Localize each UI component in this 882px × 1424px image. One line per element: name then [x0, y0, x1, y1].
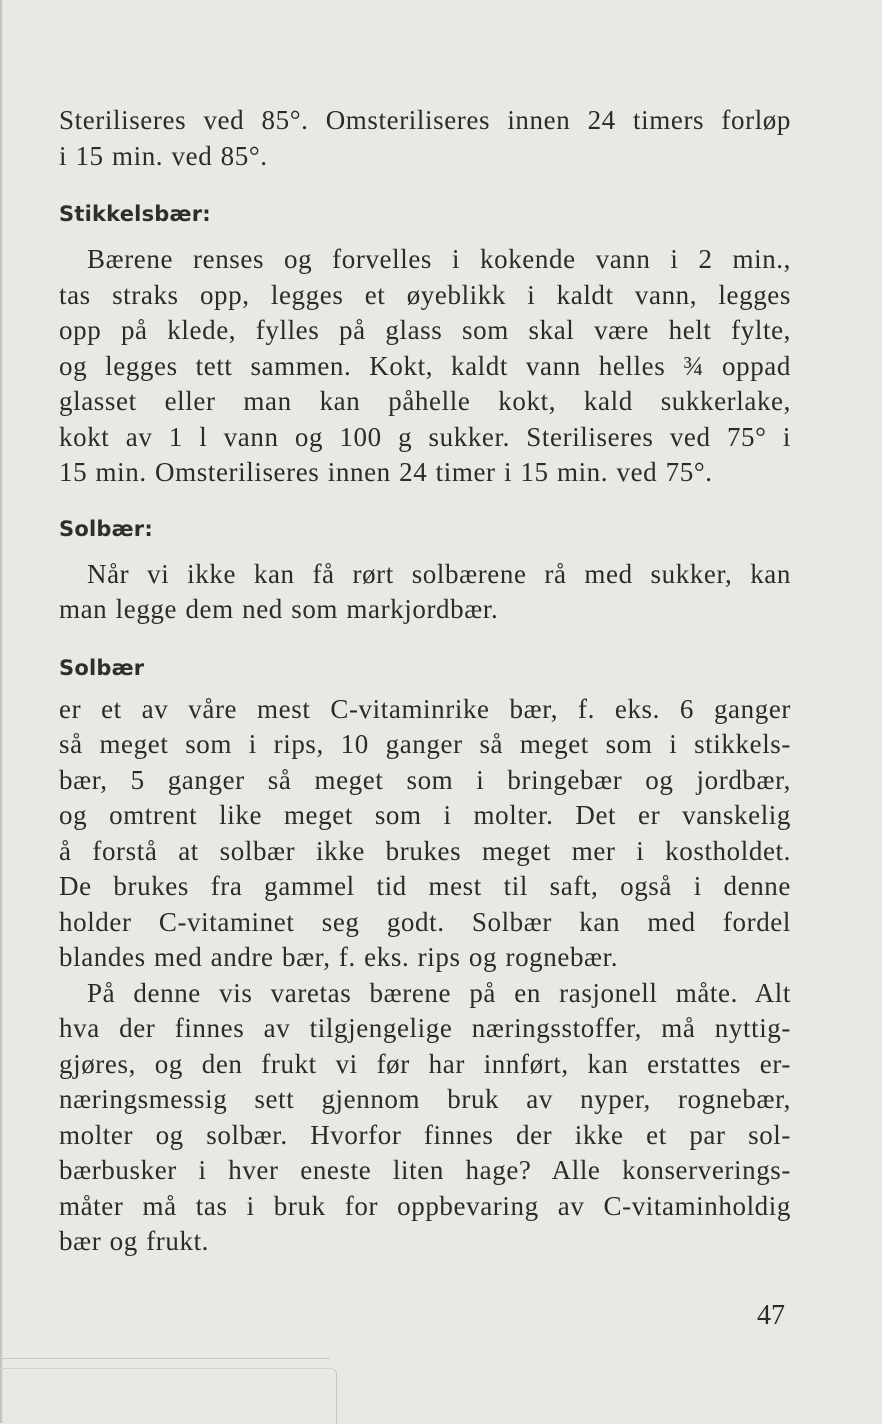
text-line: å forstå at solbær ikke brukes meget mer i kostholdet.	[59, 835, 791, 866]
paragraph-solbaer-markjordbaer	[59, 557, 791, 628]
scan-edge-tab	[0, 1368, 337, 1424]
text-line: måter må tas i bruk for oppbevaring av C-vitaminholdig	[59, 1190, 791, 1221]
text-line: Steriliseres ved 85°. Omsteriliseres innen 24 timers forløp	[59, 105, 791, 135]
heading-solbaer: Solbær	[59, 655, 145, 680]
text-line: næringsmessig sett gjennom bruk av nyper, rognebær,	[59, 1084, 791, 1114]
paragraph-stikkelsbaer	[59, 242, 791, 491]
text-line: Bærene renses og forvelles i kokende vann i 2 min.,	[87, 244, 791, 274]
heading-stikkelsbaer: Stikkelsbær:	[59, 202, 211, 226]
text-line: holder C-vitaminet seg godt. Solbær kan med fordel	[59, 906, 791, 937]
text-line: De brukes fra gammel tid mest til saft, også i denne	[59, 871, 791, 901]
page-number: 47	[757, 1300, 785, 1331]
text-line: molter og solbær. Hvorfor finnes der ikke et par sol-	[59, 1119, 791, 1150]
text-line: 15 min. Omsteriliseres innen 24 timer i 15 min. ved 75°.	[59, 457, 713, 487]
text-line: bær og frukt.	[59, 1226, 210, 1256]
text-line: tas straks opp, legges et øyeblikk i kaldt vann, legges	[59, 279, 791, 310]
paragraph-sterilization-note	[59, 103, 791, 174]
text-line: gjøres, og den frukt vi før har innført, kan erstattes er-	[59, 1048, 791, 1079]
text-line: er et av våre mest C-vitaminrike bær, f. eks. 6 ganger	[59, 693, 791, 724]
paragraph-solbaer-vitamin	[59, 692, 791, 976]
text-line: i 15 min. ved 85°.	[59, 140, 268, 171]
heading-solbaer-colon: Solbær:	[59, 516, 153, 541]
text-line: bær, 5 ganger så meget som i bringebær og jordbær,	[59, 764, 791, 795]
text-line: Når vi ikke kan få rørt solbærene rå med sukker, kan	[87, 558, 791, 589]
text-line: man legge dem ned som markjordbær.	[59, 594, 499, 624]
text-line: så meget som i rips, 10 ganger så meget som i stikkels-	[59, 729, 791, 759]
text-line: På denne vis varetas bærene på en rasjonell måte. Alt	[87, 977, 791, 1008]
paragraph-rasjonell	[59, 976, 791, 1260]
scan-edge-line	[0, 1358, 330, 1359]
text-line: kokt av 1 l vann og 100 g sukker. Steriliseres ved 75° i	[59, 421, 791, 452]
text-line: blandes med andre bær, f. eks. rips og rognebær.	[59, 942, 619, 972]
text-line: opp på klede, fylles på glass som skal være helt fylte,	[59, 315, 791, 345]
text-line: hva der finnes av tilgjengelige næringsstoffer, må nyttig-	[59, 1013, 791, 1043]
text-line: bærbusker i hver eneste liten hage? Alle konserverings-	[59, 1155, 791, 1185]
text-line: glasset eller man kan påhelle kokt, kald sukkerlake,	[59, 386, 791, 416]
page-body	[59, 103, 791, 1260]
text-line: og legges tett sammen. Kokt, kaldt vann helles ¾ oppad	[59, 350, 791, 381]
page-edge	[0, 0, 3, 1423]
text-line: og omtrent like meget som i molter. Det er vanskelig	[59, 800, 791, 830]
